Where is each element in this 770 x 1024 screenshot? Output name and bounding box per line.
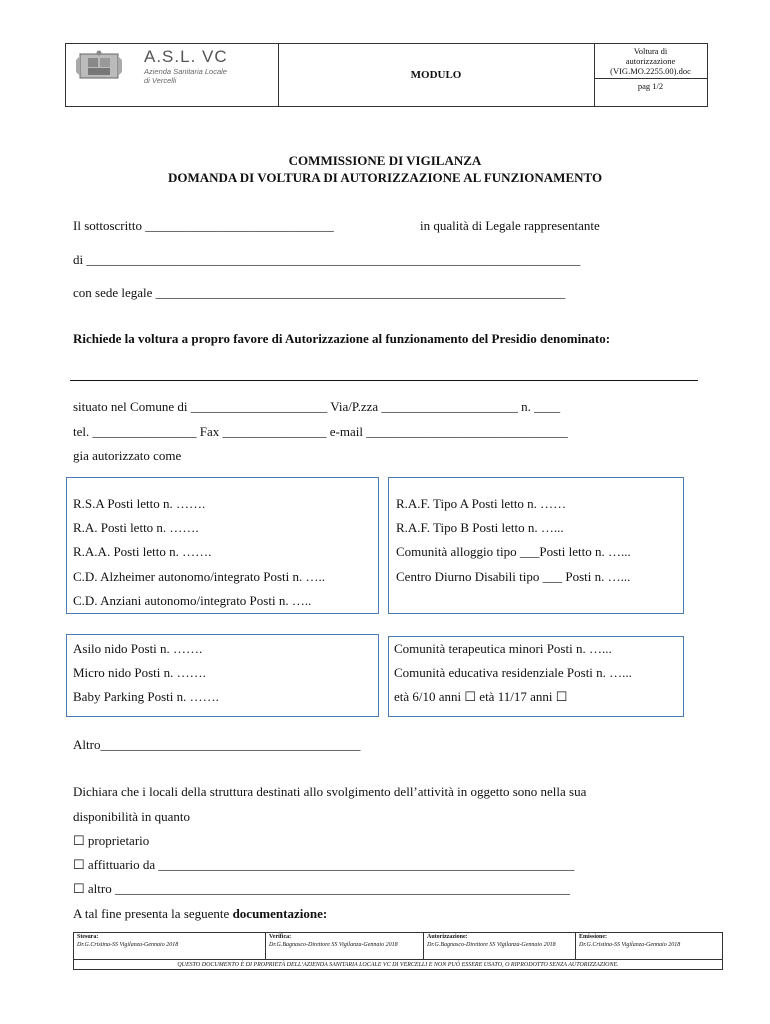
richiede-heading: Richiede la voltura a propro favore di Autorizzazione al funzionamento del Presidio denominato: bbox=[73, 331, 611, 346]
doc-info-cell bbox=[594, 44, 707, 106]
option-eta-checkboxes[interactable]: età 6/10 anni ☐ età 11/17 anni ☐ bbox=[394, 689, 568, 704]
field-sottoscritto[interactable]: Il sottoscritto _____________________________ bbox=[73, 218, 334, 233]
module-label: MODULO bbox=[278, 44, 595, 106]
option-raf-b[interactable]: R.A.F. Tipo B Posti letto n. …... bbox=[396, 520, 564, 535]
asl-emblem-icon bbox=[74, 50, 124, 80]
option-comunita-educativa[interactable]: Comunità educativa residenziale Posti n. …... bbox=[394, 665, 632, 680]
option-asilo-nido[interactable]: Asilo nido Posti n. ……. bbox=[73, 641, 203, 656]
option-ra[interactable]: R.A. Posti letto n. ……. bbox=[73, 520, 199, 535]
footer-verifica-value: Dr.G.Bagnasco-Direttore SS Vigilanza-Gennaio 2018 bbox=[269, 941, 398, 948]
field-comune[interactable]: situato nel Comune di _____________________ Via/P.zza _____________________ n. ____ bbox=[73, 399, 561, 414]
option-cd-alzheimer[interactable]: C.D. Alzheimer autonomo/integrato Posti n. ….. bbox=[73, 569, 326, 584]
documentazione-prefix: A tal fine presenta la seguente bbox=[73, 906, 233, 921]
doc-reference bbox=[594, 44, 707, 79]
document-header bbox=[65, 43, 708, 107]
option-raf-a[interactable]: R.A.F. Tipo A Posti letto n. …… bbox=[396, 496, 567, 511]
footer-emissione-label: Emissione: bbox=[579, 934, 608, 940]
doc-line2: autorizzazione bbox=[625, 56, 676, 66]
field-altro[interactable]: Altro________________________________________ bbox=[73, 737, 361, 752]
logo-title: A.S.L. VC bbox=[144, 47, 228, 66]
option-cd-anziani[interactable]: C.D. Anziani autonomo/integrato Posti n. ….. bbox=[73, 593, 312, 608]
logo-cell bbox=[66, 44, 279, 106]
checkbox-altro[interactable]: ☐ altro ______________________________________________________________________ bbox=[73, 881, 570, 896]
presidio-name-line[interactable] bbox=[70, 380, 698, 381]
footer-stesura-value: Dr.G.Cristina-SS Vigilanza-Gennaio 2018 bbox=[77, 941, 179, 948]
option-raa[interactable]: R.A.A. Posti letto n. ……. bbox=[73, 544, 212, 559]
dichiara-line2: disponibilità in quanto bbox=[73, 809, 190, 824]
footer-emissione-value: Dr.G.Cristina-SS Vigilanza-Gennaio 2018 bbox=[579, 941, 681, 948]
option-centro-diurno-disabili[interactable]: Centro Diurno Disabili tipo ___ Posti n. …... bbox=[396, 569, 631, 584]
page-title-line2: DOMANDA DI VOLTURA DI AUTORIZZAZIONE AL FUNZIONAMENTO bbox=[167, 170, 603, 185]
option-micro-nido[interactable]: Micro nido Posti n. ……. bbox=[73, 665, 206, 680]
footer-autorizzazione bbox=[424, 933, 576, 959]
footer-stesura-label: Stesura: bbox=[77, 934, 99, 940]
field-di[interactable]: di ____________________________________________________________________________ bbox=[73, 252, 581, 267]
logo-subtitle bbox=[144, 67, 227, 85]
option-baby-parking[interactable]: Baby Parking Posti n. ……. bbox=[73, 689, 219, 704]
footer-autorizzazione-value: Dr.G.Bagnasco-Direttore SS Vigilanza-Gennaio 2018 bbox=[427, 941, 556, 948]
logo-subtitle-line2: di Vercelli bbox=[144, 76, 177, 85]
footer-verifica bbox=[266, 933, 424, 959]
footer-autorizzazione-label: Autorizzazione: bbox=[427, 934, 468, 940]
footer-copyright-note: QUESTO DOCUMENTO È DI PROPRIETÀ DELL’AZIENDA SANITARIA LOCALE VC DI VERCELLI E NON PUÒ ESSERE USATO, O RIPRODOTTO SENZA AUTORIZZAZIONE. bbox=[74, 959, 722, 970]
option-comunita-terapeutica[interactable]: Comunità terapeutica minori Posti n. …... bbox=[394, 641, 612, 656]
dichiara-line1: Dichiara che i locali della struttura destinati allo svolgimento dell’attività in oggetto sono nella sua bbox=[73, 784, 587, 799]
option-rsa[interactable]: R.S.A Posti letto n. ……. bbox=[73, 496, 206, 511]
field-autorizzato: gia autorizzato come bbox=[73, 448, 182, 463]
checkbox-proprietario[interactable]: ☐ proprietario bbox=[73, 833, 150, 848]
page-number: pag 1/2 bbox=[637, 81, 664, 91]
footer-emissione bbox=[576, 933, 722, 959]
footer-verifica-label: Verifica: bbox=[269, 934, 292, 940]
logo-subtitle-line1: Azienda Sanitaria Locale bbox=[144, 67, 227, 76]
doc-line3: (VIG.MO.2255.00).doc bbox=[610, 66, 691, 76]
field-sede-legale[interactable]: con sede legale _______________________________________________________________ bbox=[73, 285, 566, 300]
documentazione-intro bbox=[73, 906, 327, 922]
doc-line1: Voltura di bbox=[633, 46, 668, 56]
field-contatti[interactable]: tel. ________________ Fax ________________ e-mail _______________________________ bbox=[73, 424, 568, 439]
checkbox-affittuario[interactable]: ☐ affittuario da ________________________________________________________________ bbox=[73, 857, 575, 872]
option-comunita-alloggio[interactable]: Comunità alloggio tipo ___Posti letto n. …... bbox=[396, 544, 631, 559]
page-title-line1: COMMISSIONE DI VIGILANZA bbox=[288, 153, 482, 168]
document-footer bbox=[73, 932, 723, 970]
field-qualita: in qualità di Legale rappresentante bbox=[420, 218, 600, 233]
documentazione-bold: documentazione: bbox=[232, 906, 328, 921]
footer-stesura bbox=[74, 933, 266, 959]
